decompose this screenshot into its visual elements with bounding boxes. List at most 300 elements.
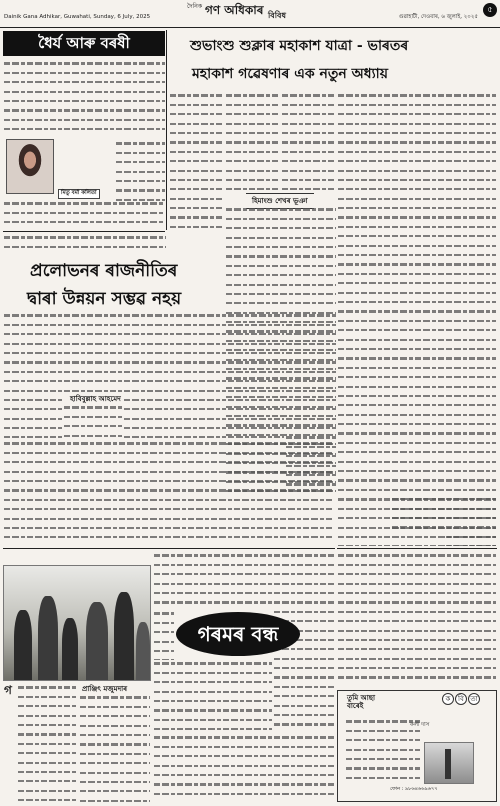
text-line (446, 216, 496, 223)
text-line (214, 583, 272, 590)
poem-title-line2: বাৰেই (347, 702, 364, 710)
text-line (274, 714, 334, 721)
text-line (4, 314, 62, 321)
text-line (446, 263, 496, 270)
text-line (18, 790, 76, 797)
text-line (154, 601, 212, 608)
text-line (286, 371, 336, 378)
text-line (446, 423, 496, 430)
text-line (64, 109, 114, 116)
text-line (392, 367, 444, 374)
text-line (446, 151, 496, 158)
text-line (124, 314, 174, 321)
text-line (338, 151, 390, 158)
text-line (286, 324, 336, 331)
text-line (286, 343, 336, 350)
text-line (64, 100, 114, 107)
text-line (226, 218, 336, 225)
text-line (446, 282, 496, 289)
text-line (124, 352, 174, 359)
text-line (446, 404, 496, 411)
assamese-date: গুৱাহাটী, দেওবাৰ, ৬ জুলাই, ২০২৫ (398, 14, 478, 20)
text-line (446, 170, 496, 177)
text-line (392, 376, 444, 383)
text-line (338, 592, 496, 599)
text-line (446, 432, 496, 439)
article3-text-col3 (124, 312, 174, 438)
text-line (446, 254, 496, 261)
text-line (446, 179, 496, 186)
text-line (446, 376, 496, 383)
text-line (214, 564, 272, 571)
article3-headline-line2: দ্বাৰা উন্নয়ন সম্ভৱ নহয় (27, 289, 182, 309)
text-line (64, 81, 114, 88)
article3-text-col4 (176, 312, 226, 438)
text-line (338, 273, 390, 280)
text-line (4, 100, 62, 107)
text-line (4, 427, 62, 434)
text-line (338, 498, 496, 505)
text-line (226, 274, 336, 281)
article1-text-col1 (4, 60, 62, 138)
text-line (228, 418, 284, 425)
text-line (154, 650, 174, 657)
text-line (392, 282, 444, 289)
text-line (176, 324, 226, 331)
text-line (4, 361, 62, 368)
text-line (392, 357, 444, 364)
text-line (338, 667, 496, 674)
text-line (4, 128, 62, 135)
text-line (80, 696, 150, 703)
text-line (64, 371, 122, 378)
text-line (446, 395, 496, 402)
text-line (228, 333, 284, 340)
text-line (176, 343, 226, 350)
text-line (392, 479, 444, 486)
article2-text-col-f (446, 92, 496, 546)
text-line (154, 793, 212, 800)
text-line (346, 739, 420, 746)
text-line (446, 198, 496, 205)
text-line (64, 435, 122, 438)
text-line (392, 395, 444, 402)
text-line (228, 408, 284, 415)
text-line (226, 141, 280, 148)
text-line (170, 179, 224, 186)
text-line (154, 691, 272, 698)
text-line (18, 780, 76, 787)
text-line (446, 301, 496, 308)
text-line (226, 284, 336, 291)
text-line (286, 380, 336, 387)
text-line (4, 62, 62, 69)
text-line (338, 423, 390, 430)
text-line (392, 151, 444, 158)
text-line (228, 427, 284, 434)
text-line (124, 399, 174, 406)
text-line (338, 376, 390, 383)
text-line (338, 611, 496, 618)
masthead (0, 0, 500, 28)
text-line (176, 333, 226, 340)
text-line (346, 720, 420, 727)
students-photo (3, 565, 151, 681)
text-line (116, 161, 165, 168)
text-line (4, 371, 62, 378)
text-line (214, 592, 272, 599)
text-line (18, 762, 76, 769)
text-line (214, 774, 272, 781)
text-line (154, 681, 272, 688)
text-line (4, 352, 62, 359)
author-photo (6, 139, 54, 194)
text-line (338, 508, 496, 515)
article4-text-col2 (80, 694, 150, 802)
text-line (154, 783, 212, 790)
text-line (116, 62, 165, 69)
text-line (4, 436, 62, 438)
text-line (226, 113, 280, 120)
text-line (18, 686, 76, 693)
text-line (392, 160, 444, 167)
text-line (392, 104, 444, 111)
text-line (116, 72, 165, 79)
newspaper-logo (187, 2, 264, 22)
text-line (4, 390, 62, 397)
text-line (228, 314, 284, 321)
text-line (64, 416, 122, 423)
article3-text-col7 (4, 440, 334, 540)
text-line (18, 799, 76, 802)
text-line (446, 489, 496, 496)
text-line (446, 320, 496, 327)
text-line (154, 612, 174, 619)
article2-text-col-c (282, 92, 336, 190)
text-line (124, 390, 174, 397)
text-line (154, 631, 174, 638)
text-line (392, 386, 444, 393)
article4-text-col4 (214, 734, 272, 802)
text-line (170, 216, 224, 223)
poet-name: কলী দাস (410, 722, 430, 728)
text-line (338, 235, 390, 242)
text-line (4, 324, 62, 331)
text-line (274, 583, 334, 590)
text-line (446, 207, 496, 214)
text-line (80, 762, 150, 769)
text-line (226, 179, 280, 186)
text-line (392, 245, 444, 252)
text-line (346, 777, 420, 784)
text-line (228, 380, 284, 387)
text-line (154, 672, 272, 679)
text-line (282, 94, 336, 101)
text-line (338, 489, 390, 492)
horizontal-rule (337, 548, 497, 549)
text-line (274, 554, 334, 561)
text-line (124, 418, 174, 425)
text-line (338, 554, 496, 561)
text-line (338, 451, 390, 458)
text-line (80, 772, 150, 779)
text-line (274, 783, 334, 790)
text-line (392, 235, 444, 242)
text-line (226, 293, 336, 300)
text-line (446, 245, 496, 252)
text-line (116, 81, 165, 88)
text-line (228, 399, 284, 406)
text-line (80, 743, 150, 750)
text-line (154, 554, 212, 561)
text-line (154, 709, 272, 716)
text-line (274, 746, 334, 753)
text-line (338, 348, 390, 355)
text-line (338, 329, 390, 336)
text-line (274, 736, 334, 743)
text-line (274, 667, 334, 674)
text-line (446, 94, 496, 101)
text-line (282, 151, 336, 158)
article3-byline: হাবিবুল্লাহ আহমেদ (70, 394, 121, 403)
text-line (274, 793, 334, 800)
text-line (64, 314, 122, 321)
text-line (286, 352, 336, 359)
text-line (392, 263, 444, 270)
article2-text-col-d (338, 92, 390, 492)
text-line (4, 442, 334, 449)
text-line (4, 72, 62, 79)
text-line (338, 292, 390, 299)
text-line (392, 310, 444, 317)
text-line (346, 758, 420, 765)
text-line (4, 380, 62, 387)
article4-text-col3 (154, 734, 212, 802)
text-line (446, 386, 496, 393)
text-line (274, 765, 334, 772)
text-line (4, 418, 62, 425)
text-line (228, 436, 284, 438)
text-line (338, 414, 390, 421)
text-line (392, 226, 444, 233)
text-line (392, 423, 444, 430)
text-line (446, 357, 496, 364)
text-line (226, 188, 280, 190)
text-line (124, 380, 174, 387)
text-line (446, 367, 496, 374)
text-line (338, 676, 496, 683)
text-line (4, 452, 334, 459)
text-line (154, 736, 212, 743)
text-line (64, 72, 114, 79)
text-line (154, 774, 212, 781)
article3-headline-line1: প্ৰলোভনৰ ৰাজনীতিৰ (30, 261, 178, 281)
text-line (338, 179, 390, 186)
text-line (18, 696, 76, 703)
english-dateline: Dainik Gana Adhikar, Guwahati, Sunday, 6 July, 2025 (4, 14, 151, 20)
article4-headline: গৰমৰ বন্ধ (197, 622, 279, 646)
text-line (338, 245, 390, 252)
text-line (80, 781, 150, 788)
article2-text-col-b (226, 92, 280, 190)
text-line (274, 573, 334, 580)
text-line (338, 188, 390, 195)
text-line (338, 357, 390, 364)
text-line (170, 141, 224, 148)
text-line (4, 212, 164, 219)
text-line (154, 573, 212, 580)
text-line (446, 123, 496, 130)
text-line (286, 418, 336, 425)
text-line (226, 302, 336, 309)
text-line (176, 399, 226, 406)
poet-phone: ফোন : ৯৮৬৪৬৬৯৬৭৭ (390, 786, 438, 792)
text-line (392, 198, 444, 205)
text-line (64, 333, 122, 340)
text-line (338, 639, 496, 646)
text-line (80, 790, 150, 797)
text-line (214, 755, 272, 762)
text-line (286, 399, 336, 406)
text-line (338, 442, 390, 449)
text-line (446, 141, 496, 148)
text-line (392, 451, 444, 458)
text-line (338, 207, 390, 214)
text-line (282, 113, 336, 120)
text-line (226, 104, 280, 111)
article1-text-col5 (4, 200, 164, 228)
text-line (338, 630, 496, 637)
text-line (446, 414, 496, 421)
text-line (338, 479, 390, 486)
article4-text-col5 (274, 734, 334, 802)
text-line (338, 310, 390, 317)
text-line (80, 734, 150, 741)
text-line (274, 695, 334, 702)
text-line (446, 113, 496, 120)
kobita-letter: ক (442, 693, 454, 705)
text-line (338, 263, 390, 270)
text-line (170, 94, 224, 101)
text-line (392, 170, 444, 177)
text-line (124, 361, 174, 368)
horizontal-rule (3, 548, 335, 549)
text-line (446, 329, 496, 336)
article1-text-col3 (116, 60, 165, 138)
text-line (64, 425, 122, 432)
text-line (338, 386, 390, 393)
text-line (274, 705, 334, 712)
text-line (4, 202, 164, 209)
text-line (4, 236, 166, 243)
article2-text-col-e (392, 92, 444, 532)
text-line (274, 564, 334, 571)
text-line (4, 508, 334, 515)
text-line (282, 141, 336, 148)
text-line (274, 723, 334, 730)
text-line (154, 592, 212, 599)
text-line (124, 343, 174, 350)
horizontal-rule (3, 231, 165, 232)
text-line (338, 216, 390, 223)
text-line (392, 461, 444, 468)
text-line (338, 583, 496, 590)
text-line (228, 371, 284, 378)
text-line (392, 442, 444, 449)
text-line (274, 676, 334, 683)
text-line (154, 564, 212, 571)
text-line (346, 749, 420, 756)
text-line (214, 736, 272, 743)
text-line (338, 536, 496, 543)
text-line (116, 171, 165, 178)
article2-text-col-h (338, 496, 496, 546)
text-line (154, 746, 212, 753)
text-line (446, 339, 496, 346)
text-line (64, 380, 122, 387)
section-name: বিবিধ (268, 11, 286, 20)
text-line (338, 160, 390, 167)
text-line (446, 292, 496, 299)
article3-text-col5 (228, 312, 284, 438)
text-line (116, 180, 165, 187)
kobita-letter: বি (455, 693, 467, 705)
kobita-label (442, 693, 480, 705)
kobita-letter: তা (468, 693, 480, 705)
text-line (338, 601, 496, 608)
text-line (18, 724, 76, 731)
text-line (170, 151, 224, 158)
text-line (154, 700, 272, 707)
text-line (228, 390, 284, 397)
text-line (338, 527, 496, 534)
article4-byline: প্ৰাঞ্জিৎ মজুমদাৰ (82, 684, 128, 693)
poem-illustration (424, 742, 474, 784)
text-line (176, 361, 226, 368)
text-line (226, 265, 336, 272)
text-line (392, 188, 444, 195)
text-line (446, 160, 496, 167)
article4-headline-oval (176, 612, 300, 656)
text-line (154, 583, 212, 590)
text-line (4, 333, 62, 340)
text-line (170, 198, 224, 205)
text-line (392, 404, 444, 411)
text-line (176, 436, 226, 438)
text-line (392, 329, 444, 336)
text-line (64, 128, 114, 135)
text-line (18, 705, 76, 712)
logo-small-text: দৈনিক (187, 3, 203, 10)
text-line (338, 648, 496, 655)
text-line (170, 123, 224, 130)
text-line (338, 282, 390, 289)
text-line (392, 179, 444, 186)
text-line (446, 470, 496, 477)
text-line (4, 518, 334, 525)
text-line (80, 715, 150, 722)
text-line (446, 235, 496, 242)
text-line (64, 390, 122, 392)
text-line (214, 554, 272, 561)
text-line (446, 461, 496, 468)
text-line (392, 132, 444, 139)
text-line (282, 170, 336, 177)
poem-title (347, 694, 375, 710)
text-line (116, 152, 165, 159)
text-line (4, 221, 164, 228)
text-line (392, 292, 444, 299)
